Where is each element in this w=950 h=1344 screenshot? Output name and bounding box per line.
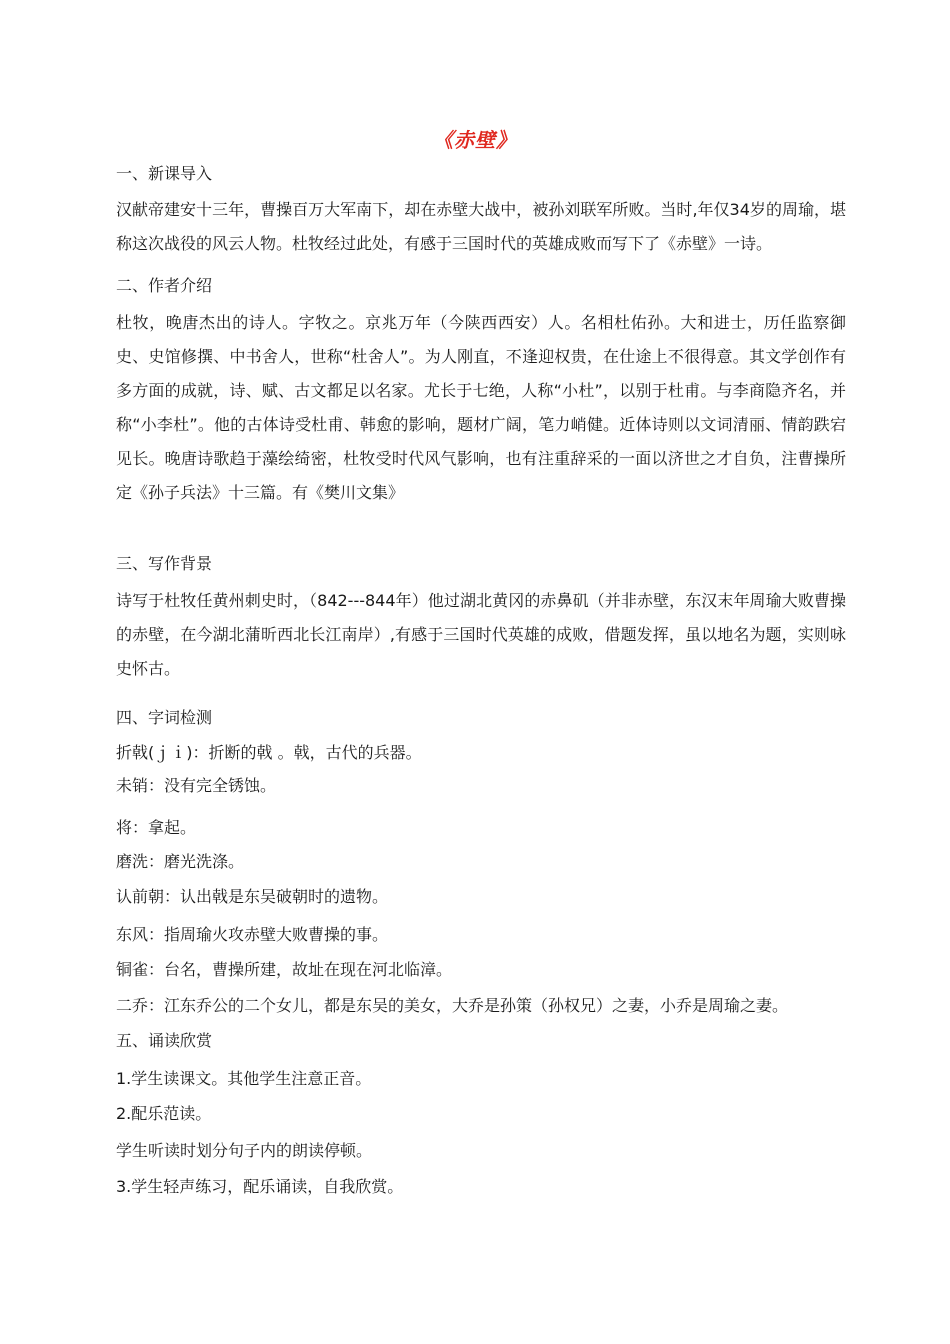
document-title: 《赤壁》 bbox=[433, 128, 517, 152]
reading-item: 2.配乐范读。 bbox=[116, 1104, 212, 1123]
vocab-item: 认前朝：认出戟是东吴破朝时的遗物。 bbox=[116, 887, 389, 906]
vocab-item: 铜雀：台名，曹操所建，故址在现在河北临漳。 bbox=[116, 960, 453, 979]
vocab-item: 东风：指周瑜火攻赤壁大败曹操的事。 bbox=[116, 925, 389, 944]
vocab-item: 未销：没有完全锈蚀。 bbox=[116, 776, 277, 795]
vocab-item: 将：拿起。 bbox=[116, 818, 197, 837]
section-heading-background: 三、写作背景 bbox=[116, 554, 213, 573]
section-heading-intro: 一、新课导入 bbox=[116, 164, 213, 183]
background-paragraph: 诗写于杜牧任黄州刺史时，（842---844年）他过湖北黄冈的赤鼻矶（并非赤壁，东汉末年周瑜大败曹操的赤壁，在今湖北蒲昕西北长江南岸）,有感于三国时代英雄的成败，借题发挥，虽以地名为题，实则咏史怀古。 bbox=[116, 591, 846, 678]
reading-item: 学生听读时划分句子内的朗读停顿。 bbox=[116, 1141, 373, 1160]
vocab-item: 折戟(ｊｉ)：折断的戟 。戟，古代的兵器。 bbox=[116, 743, 422, 762]
intro-paragraph: 汉献帝建安十三年，曹操百万大军南下，却在赤壁大战中，被孙刘联军所败。当时,年仅34岁的周瑜，堪称这次战役的风云人物。杜牧经过此处，有感于三国时代的英雄成败而写下了《赤壁》一诗。 bbox=[116, 200, 846, 253]
author-paragraph: 杜牧，晚唐杰出的诗人。字牧之。京兆万年（今陕西西安）人。名相杜佑孙。大和进士，历任监察御史、史馆修撰、中书舍人，世称“杜舍人”。为人刚直，不逢迎权贵，在仕途上不很得意。其文学创作有多方面的成就，诗、赋、古文都足以名家。尤长于七绝，人称“小杜”，以别于杜甫。与李商隐齐名，并称“小李杜”。他的古体诗受杜甫、韩愈的影响，题材广阔，笔力峭健。近体诗则以文词清丽、情韵跌宕见长。晚唐诗歌趋于藻绘绮密，杜牧受时代风气影响，也有注重辞采的一面以济世之才自负，注曹操所定《孙子兵法》十三篇。有《樊川文集》 bbox=[116, 313, 846, 502]
section-heading-author: 二、作者介绍 bbox=[116, 276, 213, 295]
section-heading-vocab: 四、字词检测 bbox=[116, 708, 213, 727]
section-heading-reading: 五、诵读欣赏 bbox=[116, 1031, 213, 1050]
vocab-item: 磨洗：磨光洗涤。 bbox=[116, 852, 245, 871]
reading-item: 1.学生读课文。其他学生注意正音。 bbox=[116, 1069, 372, 1088]
vocab-item: 二乔：江东乔公的二个女儿，都是东吴的美女，大乔是孙策（孙权兄）之妻，小乔是周瑜之妻。 bbox=[116, 996, 789, 1015]
reading-item: 3.学生轻声练习，配乐诵读，自我欣赏。 bbox=[116, 1177, 404, 1196]
